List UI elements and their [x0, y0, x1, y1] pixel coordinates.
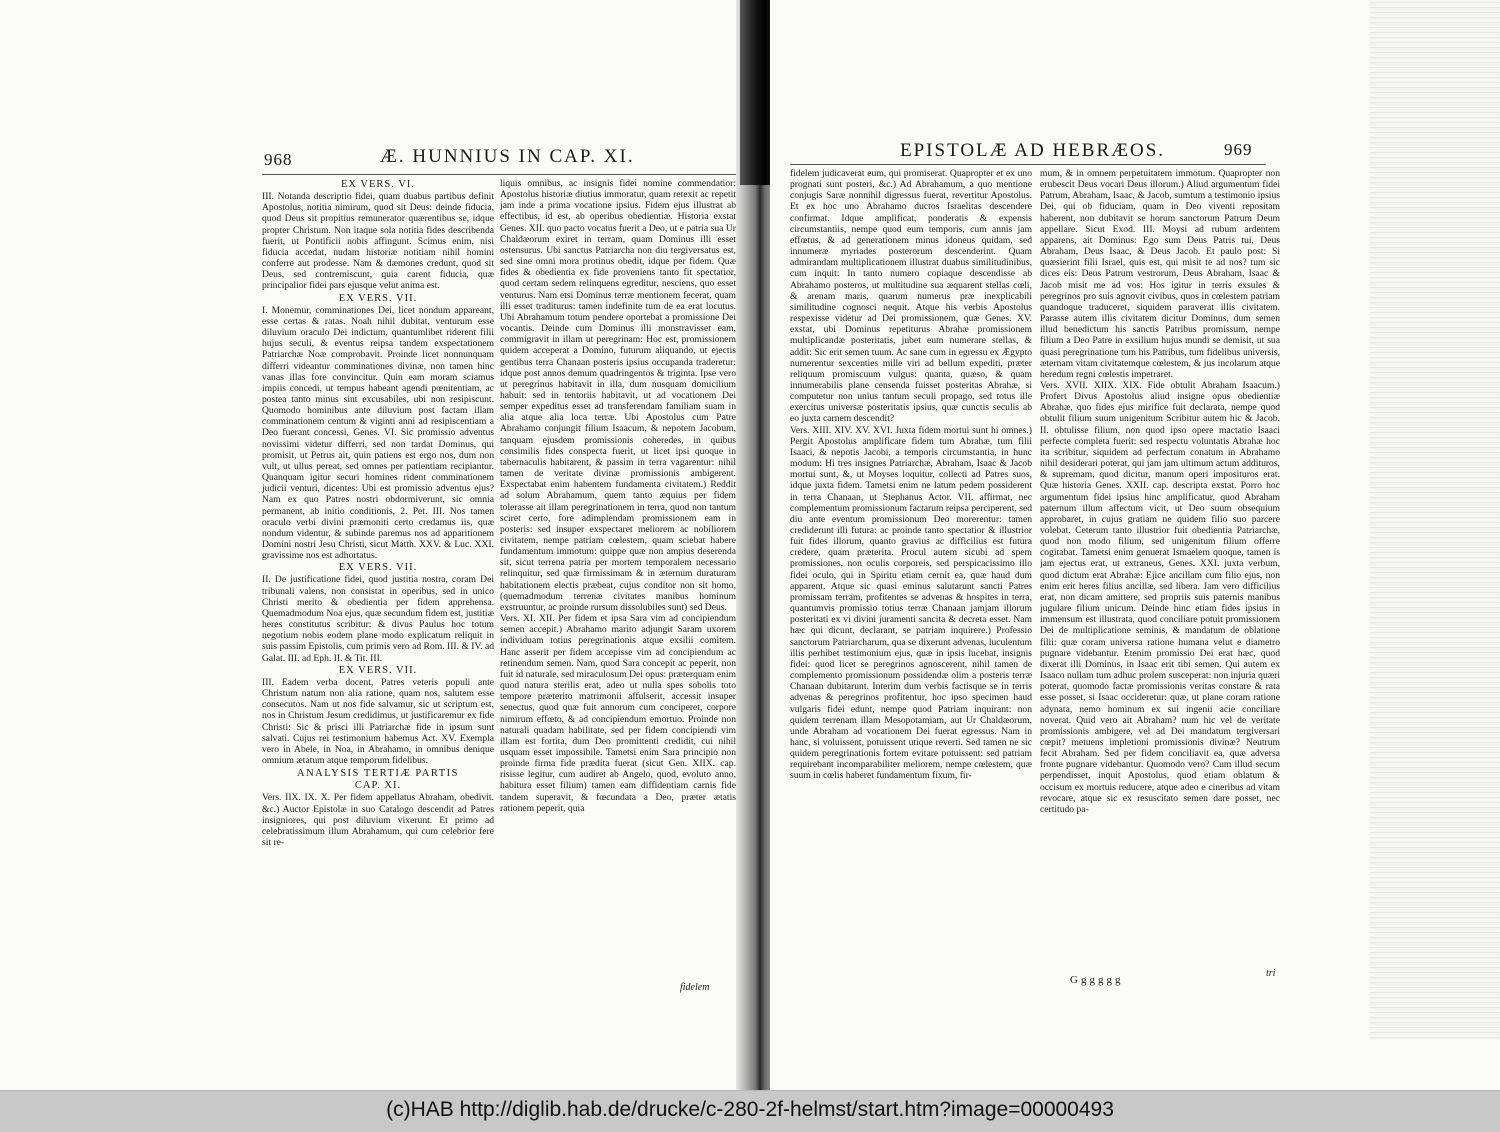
left-page — [0, 0, 762, 1090]
signature-mark: Gggggg — [1070, 974, 1124, 986]
chapter-heading: CAP. XI. — [354, 780, 402, 792]
header-rule — [790, 164, 1266, 165]
page-number: 969 — [1224, 140, 1253, 159]
paragraph: I. Monemur, comminationes Dei, licet nondum appareant, esse certas & ratas. Noah nihil dubitat, venturum esse diluvium oraculo Dei indictum, quantumlibet riderent filii hujus seculi, & eventus reipsa tandem exspectationem Patriarchæ Noæ comprobavit. Proinde licet nonnunquam differri videantur comminationes divinæ, non tamen hinc vanas illas fore convincitur. Quin eam moram sciamus impiis concedi, ut tempus habeant agendi pœnitentiam, ac postea tanto minus sint excusabiles, ubi non resipiscunt. Quomodo hominibus ante diluvium post factam illam comminationem centum & viginti anni ad resipiscentiam a Deo fuerant concessi, Genes. VI. Sic promissio adventus novissimi videtur differri, sed non tardat Dominus, qui promisit, ut Petrus ait, quin patiens est ergo nos, dum non vult, ut ullus pereat, sed omnes per patientiam recipiantur. Quanquam igitur securi homines rident comminationem judicii venturi, dicentes: Ubi est promissio adventus ejus? Nam ex quo Patres nostri obdormiverunt, sic omnia permanent, ab initio conditionis, 2. Pet. III. Nos tamen oraculo verbi divini præmoniti certo credamus iis, quæ nondum videntur, & subinde paremus nos ad apparitionem Domini nostri Jesu Christi, sicut Matth. XXV. & Luc. XXI. gravissime nos est adhortatus. — [262, 304, 494, 562]
left-page-column-1 — [262, 178, 494, 984]
page-number: 968 — [264, 150, 293, 169]
running-head: Æ. HUNNIUS IN CAP. XI. — [380, 146, 635, 167]
paragraph: Vers. XVII. XIIX. XIX. Fide obtulit Abraham Isaacum.) Profert Divus Apostolus aliud insigne opus obedientiæ Abrahæ, quo fides ejus mirifice fuit declarata, nempe quod obtulit filium suum unigenitum Scribitur autem hic & Jacob. II. obtulisse filium, non quod ipso opere mactatio Isaaci perfecte completa fuerit: sed respectu voluntatis Abrahæ hoc ita scribitur, siquidem ad perfectum conatum in Abrahamo nihil desiderari poterat, qui jam jam ultimum actum addituros, & supremam, quod dicitur, manum operi imposituros erat. Quæ historia Genes. XXII. cap. descripta exstat. Porro hoc argumentum fidei ipsius hinc amplificatur, quod Abraham paternum illum affectum vicit, ut Deo suum obsequium approbaret, in cujus gratiam ne quidem filio suo parcere volebat. Ceterum tanto illustrior fuit obedientia Patriarchæ, quod non modo filium, sed unigenitum filium offerre cogitabat. Tametsi enim genuerat Ismaelem quoque, tamen is jam ejectus erat, ut extraneus, Genes. XXI. juxta verbum, quod dictum erat Abrahæ: Ejice ancillam cum filio ejus, non enim erit heres filius ancillæ, sed libera. Jam vero difficilius erat, non dicam amittere, sed propriis suis paternis manibus jugulare filium unicum. Deinde hinc etiam fides ipsius in immensum est illustrata, quod conciliare potuit promissionem Dei de multiplicatione seminis, & mandatum de oblatione filii: quæ coram universa ratione humana velut e diametro pugnare videbantur. Etenim promissio Dei erat hæc, quod dixerat illi Dominus, in Isaac erit tibi semen. Qui autem ex Isaaco nullam tum adhuc prolem susceperat: non injuria quæri poterat, quomodo factæ promissionis veritas constare & rata esse posset, si Isaac occideretur: quæ, ut plane coram ratione adynata, nemo hominum ex sui ingenii acie conciliare noverat. Quid vero ait Abraham? num hic vel de veritate promissionis ambigere, vel ad Dei mandatum tergiversari cœpit? metuens impletioni promissionis divinæ? Neutrum fecit Abraham. Sed per fidem conciliavit ea, quæ adversa fronte pugnare videbantur. Quomodo vero? Cum illud secum perpendisset, inquit Apostolus, quod etiam oblatum & occisum ex mortuis reducere, atque adeo e cineribus ad vitam revocare, atque sic ex resuscitato semen dare posset, nec certitudo pa- — [1040, 379, 1280, 815]
left-page-column-2 — [500, 178, 736, 984]
page-edge — [1370, 0, 1500, 1040]
right-page-column-2 — [1040, 168, 1280, 972]
paragraph: Vers. XIII. XIV. XV. XVI. Juxta fidem mortui sunt hi omnes.) Pergit Apostolus amplificare fidem tum Abrahæ, tum filii Isaaci, & nepotis Jacobi, a temporis circumstantia, in hunc modum: Hi tres insignes Patriarchæ, Abraham, Isaac & Jacob mortui sunt, &, ut Moyses loquitur, collecti ad Patres suos, idque juxta fidem. Tametsi enim ne latum pedem possiderent in terra Chanaan, ut Stephanus Actor. VII. affirmat, nec complementum promissionum factarum reipsa perciperent, sed diu ante eventum promissionum Deo morerentur: tamen crediderunt illi futura: ac proinde tanto spectatior & illustrior fuit fides illorum, quanto gravius ac difficilius est futura credere, quam præterita. Procul autem sicubi ad spem promissiones, non oculis corporeis, sed perspicacissimo illo fidei oculo, qui in Spiritu etiam cernit ea, quæ haud dum apparent. Atque sic quasi eminus salutarunt sancti Patres promissam terram, profitentes se advenas & hospites in terra, quantumvis promissio totius terræ Chanaan jamjam illorum posteritati ex vi divini juramenti sancita & decreta esset. Nam hæc qui dicunt, declarant, se patriam inquirere.) Professio sanctorum Patriarcharum, qua se dixerunt advenas, luculentum illis perhibet testimonium ejus, quæ in ipsis lucebat, insignis fidei: quod licet se peregrinos agnoscerent, nihil tamen de complemento promissionum possidendæ olim a posteris terræ Chanaan dubitarunt. Interim dum verbis factisque se in terris advenas & peregrinos profitentur, hoc ipso specimen haud vulgaris fidei edunt, nempe quod Patriam inquirant: non quidem terrenam illam Mesopotamiam, aut Ur Chaldæorum, unde Abraham ad vocationem Dei fuerat egressus. Nam in hanc, si voluissent, potuissent utique reverti. Sed tamen ne sic quidem peregrinationis fortem evitare potuissent: sed patriam requirebant incomparabiliter meliorem, nempe cœlestem, quæ suum in cœlis haberet fundamentum fixum, fir- — [790, 424, 1032, 782]
source-credit: (c)HAB http://diglib.hab.de/drucke/c-280-2f-helmst/start.htm?image=00000493 — [386, 1098, 1114, 1121]
running-head: EPISTOLÆ AD HEBRÆOS. — [900, 140, 1166, 161]
right-page-column-1 — [790, 168, 1032, 980]
paragraph: Vers. XI. XII. Per fidem et ipsa Sara vim ad concipiendum semen accepit.) Abrahamo marito adjungit Saram uxorem individuam totius peregrinationis atque exsilii comitem. Hanc asserit per fidem accepisse vim ad concipiendum ac retinendum semen. Nam, quod Sara concepit ac peperit, non fuit id naturale, sed miraculosum Dei opus: præterquam enim quod natura sterilis erat, adeo ut nulla spes sobolis toto tempore præterito matrimonii affulserit, accessit insuper senectus, quod quæ fuit annorum cum conciperet, corpore nimirum effœto, & ad concipiendum emortuo. Proinde non naturali quadam habilitate, sed per fidem concipiendi vim illam est fortita, dum Deo promittenti credidit, cui nihil usquam esset impossibile. Tametsi enim Sara principio non proinde firma fide prædita fuerat (sicut Gen. XIIX. cap. risisse legitur, cum audiret ab Angelo, quod, evoluto anno, habitura esset filium) tamen eam diffidentiam carnis fide tandem superavit, & fœcundata a Deo, præter ætatis rationem peperit, quia — [500, 613, 736, 814]
section-heading: EX VERS. VII. — [338, 664, 418, 676]
catchword: tri — [1266, 968, 1276, 979]
paragraph: mum, & in omnem perpetuitatem immotum. Quapropter non erubescit Deus vocari Deus illorum.) Aliud argumentum fidei Patrum, Abraham, Isaac, & Jacob, sumtum a testimonio ipsius Dei, qui ob fiduciam, quam in Deo viventi repositam haberent, non dubitavit se horum sanctorum Patrum Deum appellare. Sicut Exod. III. Moysi ad rubum ardentem apparens, ait Dominus: Ego sum Deus Patris tui, Deus Abraham, Deus Isaac, & Deus Jacob. Et paulo post: Si quæsierint filii Israel, quis est, qui misit te ad nos? tum sic dices eis: Deus Patrum vestrorum, Deus Abraham, Isaac & Jacob misit me ad vos: Hos igitur in terris exsules & peregrinos pro suis agnovit civibus, quos in cœlestem patriam quandoque traduceret, siquidem paraverat illis civitatem. Parasse autem illis civitatem dicitur Dominus, dum semen illud benedictum his sanctis Patribus promissum, nempe filium a Deo Patre in exsilium hujus mundi se demisit, ut sua quasi peregrinatione tum his Patribus, tum fidelibus universis, æternam vitam civitatemque cœlestem, & jus incolarum atque heredum regni cœlestis impetraret. — [1040, 168, 1280, 380]
section-heading: EX VERS. VII. — [338, 292, 418, 304]
paragraph: III. Notanda descriptio fidei, quam duabus partibus definit Apostolus, notitia nimirum, quod sit Deus: deinde fiducia, quod Deus sit propitius remunerator quærentibus se, idque propter Christum. Non itaque sola notitia fides describenda fuerit, ut Pontificii nobis affingunt. Scimus enim, nisi fiducia accedat, nudam historiæ notitiam nihil homini conferre aut prodesse. Nam & dæmones credunt, quod sit Deus, sed contremiscunt, quia carent fiducia, quæ principalior fidei pars ejusque velut anima est. — [262, 191, 494, 292]
section-heading: EX VERS. VII. — [338, 562, 418, 574]
catchword: fidelem — [680, 982, 710, 993]
paragraph: liquis omnibus, ac insignis fidei nomine commendatior: Apostolus historiæ diutius immoratur, quam retexit ac repetit jam inde a prima vocatione ipsius. Fidem ejus illustrat ab effectibus, id est, ab operibus obedientiæ. Historia exstat Genes. XII. quo pacto vocatus fuerit a Deo, ut e patria sua Ur Chaldæorum exiret in terram, quam Dominus illi esset ostensurus. Ubi sanctus Patriarcha non diu tergiversatus est, sed sine omni mora protinus obedit, idque per fidem. Quæ fides & obedientia ex fide proveniens tanto fit spectatior, quod certam sedem relinquens egreditur, nesciens, quo esset venturus. Nam etsi Dominus terræ mentionem fecerat, quam illi esset traditurus: tamen indefinite tum de ea erat locutus. Ubi Abrahamum totum pendere oportebat a promissione Dei vocantis. Deinde cum Dominus illi monstravisset eam, commigravit in illam ut peregrinam: Hoc est, promissionem quidem acceperat a Domino, futurum aliquando, ut ejectis gentibus terra Chanaan posteris ipsius occupanda traderetur: idque post annos demum quadringentos & triginta. Ipse vero ut peregrinus habitavit in illa, dum nusquam domicilium habuit: sed in tentoriis habitavit, ut ad vocationem Dei semper expeditus esset ad transferendam familiam suam in alia atque alia loca terræ. Ubi Apostolus cum Patre Abrahamo conjungit filium Isaacum, & nepotem Jacobum, tanquam ejusdem promissionis coheredes, in quibus consimilis fides conspecta fuerit, ut licet ipsi quoque in tabernaculis habitarent, & passim in terra vagarentur: nihil tamen de veritate divinæ promissionis ambigerent. Exspectabat enim habentem fundamenta civitatem.) Reddit ad solum Abrahamum, quem tanto æquius per fidem tolerasse ait illam peregrinationem in terra, quod non tantum sciret certo, fore adimplendam promissionem eam in posteris: sed insuper exspectaret meliorem ac nobiliorem civitatem, nempe patriam cœlestem, quam sciebat habere fundamentum immotum: quippe quæ non ampius deserenda sit, sicut terrena patria per mortem temporalem necessario relinquitur, sed quæ firmissimam & in æternum duraturam habitationem electis præbeat, cujus conditor non sit homo, (quemadmodum terrenæ civitates manibus hominum exstruuntur, ac proinde rursum dissolubiles sunt) sed Deus. — [500, 178, 736, 613]
paragraph: Vers. IIX. IX. X. Per fidem appellatus Abraham, obedivit. &c.) Auctor Epistolæ in suo Catalogo descendit ad Patres insigniores, qui post diluvium vixerunt. Et primo ad celebratissimum illum Abrahamum, qui cum celebrior fere sit re- — [262, 792, 494, 849]
paragraph: III. Eadem verba docent, Patres veteris populi ante Christum natum non alia ratione, quam nos, salutem esse consecutos. Nam ut nos fide salvamur, sic ut scriptum est, nos in Christum Jesum credidimus, ut justificaremur ex fide Christi: Sic & prisci illi Patriarchæ fide in ipsum sunt salvati. Cujus rei testimonium habemus Act. XV. Exempla vero in Abele, in Noa, in Abrahamo, in omnibus denique omnium ætatum atque temporum fidelibus. — [262, 676, 494, 766]
paragraph: II. De justificatione fidei, quod justitia nostra, coram Dei tribunali valens, non consistat in operibus, sed in unico Christi merito & obedientia per fidem apprehensa. Quemadmodum Noa ejus, quæ secundum fidem est, justitiæ heres constitutus scribitur: & divus Paulus hoc totum negotium nobis eodem plane modo explicatum reliquit in suis passim Epistolis, cum primis vero ad Rom. III. & IV. ad Galat. III. ad Eph. II. & Tit. III. — [262, 574, 494, 664]
paragraph: fidelem judicaverat eum, qui promiserat. Quapropter et ex uno prognati sunt posteri, &c.) Ad Abrahamum, a quo mentione conjugis Saræ nonnihil digressus fuerat, revertitur Apostolus. Et ex hoc uno Abrahamo ductos Israelitas descendere confirmat. Idque amplificat, ponderatis & expensis circumstantiis, nempe quod eum temporis, cum annis jam effœtus, & ad generationem minus idoneus quidam, sed innumeræ myriades posterorum descenderint. Quam admirandam multiplicationem illustrat duabus similitudinibus, cum inquit: In tanto numero copiaque descendisse ab Abrahamo posteros, ut multitudine sua æquarent stellas cœli, & arenam maris, quarum numerus præ inexplicabili similitudine cognosci nequit. Atque his verbis Apostolus respexisse videtur ad Dei promissionem, quæ Genes. XV. exstat, ubi Dominus repetiturus Abrahæ promissionem multiplicandæ posteritatis, jubet eum numerare stellas, & addit: Sic erit semen tuum. Ac sane cum in egressu ex Ægypto numerentur sexcenties mille viri ad bellum expediti, præter reliquum promiscuum vulgus: quanta, quæso, & quam innumerabilis plane censenda fuisset posteritas Abrahæ, si computetur non unius tantum seculi propago, sed totus ille exercitus universæ posteritatis ipsius, quæ cunctis seculis ab eo juxta carnem descendit? — [790, 168, 1032, 425]
header-rule — [262, 174, 736, 175]
section-heading: EX VERS. VI. — [340, 179, 416, 190]
analysis-heading: ANALYSIS TERTIÆ PARTIS — [297, 768, 459, 780]
